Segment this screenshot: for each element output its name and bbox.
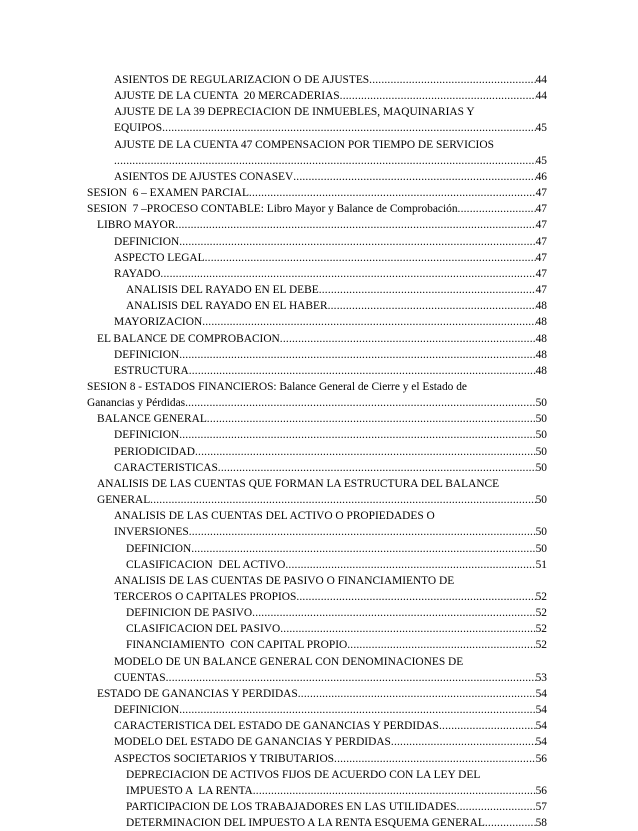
dot-leader [280,331,536,347]
toc-entry-line [114,718,547,734]
toc-entry-line [114,734,547,750]
toc-page-number: 47 [535,267,547,280]
toc-entry-text: CLASIFICACION DEL PASIVO [126,623,281,636]
toc-entry[interactable] [87,363,547,379]
toc-entry[interactable] [87,282,547,298]
toc-entry-line [97,217,547,233]
dot-leader [293,169,535,185]
toc-entry-text: DEFINICION [114,235,180,248]
toc-entry-line [114,120,547,136]
toc-entry-text: FINANCIAMIENTO CON CAPITAL PROPIO [126,639,348,652]
toc-entry[interactable] [87,104,547,136]
toc-entry-text: DEPRECIACION DE ACTIVOS FIJOS DE ACUERDO CON LA LEY DEL [126,768,481,781]
toc-entry-line [126,298,547,314]
toc-entry[interactable] [87,605,547,621]
toc-entry-line [114,460,547,476]
toc-entry-text: MAYORIZACION [114,316,203,329]
toc-entry[interactable] [87,88,547,104]
dot-leader [439,718,536,734]
toc-entry-text: DEFINICION DE PASIVO [126,607,253,620]
toc-entry[interactable] [87,476,547,508]
dot-leader [150,492,535,508]
toc-page-number: 51 [535,558,547,571]
dot-leader [175,217,535,233]
toc-entry-line [114,427,547,443]
toc-page-number: 44 [535,90,547,103]
toc-entry[interactable] [87,686,547,702]
toc-entry[interactable] [87,573,547,605]
dot-leader [179,347,535,363]
dot-leader [458,201,536,217]
toc-page-number: 48 [535,300,547,313]
toc-entry-text: INVERSIONES [114,526,189,539]
toc-entry-text: EQUIPOS [114,122,163,135]
dot-leader [319,282,536,298]
dot-leader [191,541,535,557]
dot-leader [179,234,535,250]
toc-page-number: 56 [535,752,547,765]
toc-entry[interactable] [87,718,547,734]
toc-entry-text: EL BALANCE DE COMPROBACION [97,332,280,345]
dot-leader [253,783,536,799]
toc-entry-line [114,153,547,169]
toc-entry-text: AJUSTE DE LA CUENTA 20 MERCADERIAS [114,90,340,103]
toc-page-number: 50 [535,542,547,555]
toc-entry[interactable] [87,266,547,282]
toc-page-number: 54 [535,704,547,717]
toc-page-number: 52 [535,623,547,636]
toc-entry-text: MODELO DEL ESTADO DE GANANCIAS Y PERDIDAS [114,736,391,749]
toc-entry-line [126,557,547,573]
toc-entry-text: DEFINICION [114,348,180,361]
toc-entry-text: ASIENTOS DE AJUSTES CONASEV [114,170,294,183]
toc-entry[interactable] [87,541,547,557]
toc-page-number: 47 [535,187,547,200]
dot-leader [328,298,536,314]
toc-entry-text: DEFINICION [126,542,192,555]
toc-entry[interactable] [87,557,547,573]
toc-entry[interactable] [87,427,547,443]
toc-entry-line [114,589,547,605]
dot-leader [218,460,536,476]
toc-page-number: 47 [535,284,547,297]
toc-entry[interactable] [87,347,547,363]
toc-entry-text: ASPECTOS SOCIETARIOS Y TRIBUTARIOS [114,752,335,765]
toc-page-number: 50 [535,461,547,474]
toc-entry-text: ANALISIS DEL RAYADO EN EL DEBE [126,284,319,297]
dot-leader [485,815,536,831]
dot-leader [347,637,535,653]
toc-entry[interactable] [87,637,547,653]
toc-entry-line [97,411,547,427]
toc-page-number: 47 [535,203,547,216]
toc-entry-text: ESTADO DE GANANCIAS Y PERDIDAS [97,687,298,700]
toc-entry-line [126,815,547,831]
toc-entry[interactable] [87,702,547,718]
dot-leader [334,751,536,767]
toc-entry[interactable] [87,621,547,637]
toc-entry-text: GENERAL [97,494,151,507]
toc-entry-line [126,783,547,799]
toc-entry[interactable] [87,185,547,201]
toc-entry[interactable] [87,331,547,347]
toc-entry-line [126,637,547,653]
toc-entry[interactable] [87,508,547,540]
toc-entry-text: Ganancias y Pérdidas [87,397,186,410]
table-of-contents [87,72,547,831]
toc-entry-line [126,799,547,815]
toc-entry-line [114,72,547,88]
toc-entry-text: ANALISIS DE LAS CUENTAS DEL ACTIVO O PROPIEDADES O [114,510,435,523]
toc-page-number: 48 [535,364,547,377]
toc-page-number: 48 [535,332,547,345]
dot-leader [369,72,535,88]
toc-entry[interactable] [87,169,547,185]
dot-leader [205,250,536,266]
toc-page-number: 54 [535,720,547,733]
dot-leader [179,427,535,443]
toc-page-number: 52 [535,639,547,652]
toc-entry-line [114,250,547,266]
toc-entry-text: SESION 8 - ESTADOS FINANCIEROS: Balance General de Cierre y el Estado de [87,380,467,393]
toc-page-number: 50 [535,494,547,507]
toc-entry-line [114,266,547,282]
toc-page-number: 45 [535,154,547,167]
toc-page-number: 47 [535,235,547,248]
toc-entry[interactable] [87,815,547,831]
toc-page-number: 54 [535,687,547,700]
toc-page-number: 50 [535,397,547,410]
toc-entry-line [114,751,547,767]
toc-entry-text: AJUSTE DE LA 39 DEPRECIACION DE INMUEBLES, MAQUINARIAS Y [114,106,475,119]
dot-leader [202,314,535,330]
toc-page-number: 44 [535,74,547,86]
toc-entry-line [114,314,547,330]
dot-leader [195,444,536,460]
dot-leader [391,734,536,750]
dot-leader [189,524,536,540]
toc-entry-text: ESTRUCTURA [114,364,189,377]
toc-page-number: 58 [535,817,547,830]
dot-leader [298,686,536,702]
toc-entry-text: AJUSTE DE LA CUENTA 47 COMPENSACION POR TIEMPO DE SERVICIOS [114,138,494,151]
dot-leader [114,153,536,169]
toc-entry[interactable] [87,379,547,411]
toc-entry-text: BALANCE GENERAL [97,413,207,426]
toc-entry-line [114,347,547,363]
dot-leader [179,702,535,718]
dot-leader [162,120,536,136]
toc-entry-line [97,492,547,508]
toc-entry-line [114,444,547,460]
toc-entry[interactable] [87,767,547,799]
toc-entry-line [114,234,547,250]
toc-page-number: 50 [535,445,547,458]
toc-entry-line [114,524,547,540]
toc-entry-text: SESION 7 –PROCESO CONTABLE: Libro Mayor y Balance de Comprobación [87,203,458,216]
toc-entry[interactable] [87,751,547,767]
toc-entry-line [126,541,547,557]
toc-entry-line [114,169,547,185]
toc-entry[interactable] [87,234,547,250]
toc-page-number: 47 [535,251,547,264]
toc-entry-text: CARACTERISTICA DEL ESTADO DE GANANCIAS Y PERDIDAS [114,720,439,733]
toc-entry[interactable] [87,444,547,460]
toc-page-number: 50 [535,429,547,442]
toc-entry-text: ASPECTO LEGAL [114,251,205,264]
toc-entry-line [87,201,547,217]
toc-entry-line [126,605,547,621]
toc-entry[interactable] [87,250,547,266]
dot-leader [457,799,536,815]
toc-page-number: 52 [535,607,547,620]
toc-entry-line [87,185,547,201]
toc-entry-line [114,670,547,686]
toc-entry[interactable] [87,411,547,427]
toc-entry-text: IMPUESTO A LA RENTA [126,784,253,797]
dot-leader [296,589,535,605]
toc-entry-text: MODELO DE UN BALANCE GENERAL CON DENOMINACIONES DE [114,655,464,668]
dot-leader [252,605,535,621]
toc-entry-text: DETERMINACION DEL IMPUESTO A LA RENTA ESQUEMA GENERAL [126,817,485,830]
toc-entry-line [114,702,547,718]
toc-entry-text: ANALISIS DE LAS CUENTAS QUE FORMAN LA ESTRUCTURA DEL BALANCE [97,477,500,490]
toc-entry-text: DEFINICION [114,429,180,442]
toc-entry-text: CARACTERISTICAS [114,461,218,474]
toc-entry-text: CLASIFICACION DEL ACTIVO [126,558,286,571]
toc-page-number: 52 [535,591,547,603]
toc-entry-line [126,621,547,637]
toc-entry[interactable] [87,201,547,217]
toc-entry-line [87,395,547,411]
toc-page-number: 57 [535,801,547,814]
toc-entry[interactable] [87,137,547,169]
toc-entry-text: CUENTAS [114,671,166,684]
toc-entry[interactable] [87,217,547,233]
toc-entry[interactable] [87,654,547,686]
dot-leader [185,395,536,411]
toc-page-number: 48 [535,348,547,361]
toc-entry-line [114,363,547,379]
toc-entry-text: PERIODICIDAD [114,445,195,458]
toc-entry-line [126,282,547,298]
toc-entry-text: ASIENTOS DE REGULARIZACION O DE AJUSTES [114,74,370,86]
toc-page-number: 48 [535,316,547,329]
toc-page-number: 54 [535,736,547,749]
toc-page-number: 47 [535,219,547,232]
toc-entry[interactable] [87,734,547,750]
dot-leader [249,185,536,201]
toc-entry-line [97,686,547,702]
dot-leader [207,411,536,427]
dot-leader [285,557,535,573]
toc-entry[interactable] [87,460,547,476]
toc-entry-text: RAYADO [114,267,161,280]
toc-entry-text: SESION 6 – EXAMEN PARCIAL [87,187,249,200]
dot-leader [166,670,536,686]
toc-entry[interactable] [87,799,547,815]
toc-page-number: 45 [535,122,547,135]
dot-leader [160,266,535,282]
toc-page-number: 50 [535,413,547,426]
toc-entry[interactable] [87,314,547,330]
toc-entry-text: LIBRO MAYOR [97,219,176,232]
toc-entry-text: TERCEROS O CAPITALES PROPIOS [114,591,297,603]
toc-page-number: 53 [535,671,547,684]
toc-entry-text: PARTICIPACION DE LOS TRABAJADORES EN LAS UTILIDADES [126,801,457,814]
dot-leader [280,621,535,637]
toc-entry-text: ANALISIS DEL RAYADO EN EL HABER [126,300,328,313]
toc-entry-text: ANALISIS DE LAS CUENTAS DE PASIVO O FINANCIAMIENTO DE [114,574,455,587]
toc-page-number: 46 [535,170,547,183]
toc-page-number: 56 [535,784,547,797]
toc-entry-text: DEFINICION [114,704,180,717]
toc-entry[interactable] [87,72,547,88]
toc-page-number: 50 [535,526,547,539]
dot-leader [189,363,536,379]
toc-entry-line [114,88,547,104]
dot-leader [340,88,536,104]
toc-entry[interactable] [87,298,547,314]
toc-entry-line [97,331,547,347]
